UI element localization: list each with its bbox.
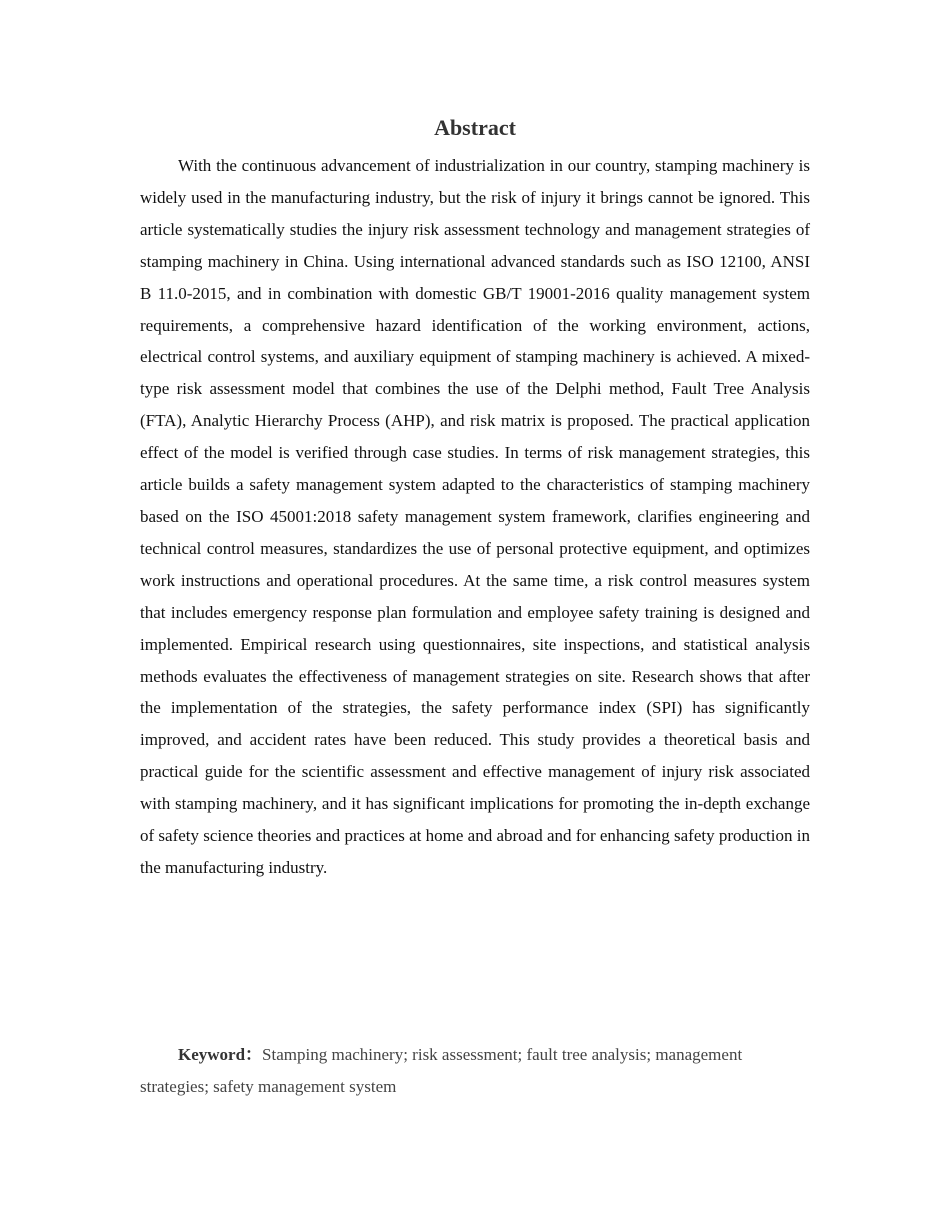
abstract-title: Abstract: [434, 115, 516, 140]
keywords-text: Stamping machinery; risk assessment; fault tree analysis; management strategies; safety management system: [140, 1045, 743, 1096]
abstract-body: With the continuous advancement of industrialization in our country, stamping machinery is widely used in the manufacturing industry, but the risk of injury it brings cannot be ignored. This article systematically studies the injury risk assessment technology and management strategies of stamping machinery in China. Using international advanced standards such as ISO 12100, ANSI B 11.0-2015, and in combination with domestic GB/T 19001-2016 quality management system requirements, a comprehensive hazard identification of the working environment, actions, electrical control systems, and auxiliary equipment of stamping machinery is achieved. A mixed- type risk assessment model that combines the use of the Delphi method, Fault Tree Analysis (FTA), Analytic Hierarchy Process (AHP), and risk matrix is proposed. The practical application effect of the model is verified through case studies. In terms of risk management strategies, this article builds a safety management system adapted to the characteristics of stamping machinery based on the ISO 45001:2018 safety management system framework, clarifies engineering and technical control measures, standardizes the use of personal protective equipment, and optimizes work instructions and operational procedures. At the same time, a risk control measures system that includes emergency response plan formulation and employee safety training is designed and implemented. Empirical research using questionnaires, site inspections, and statistical analysis methods evaluates the effectiveness of management strategies on site. Research shows that after the implementation of the strategies, the safety performance index (SPI) has significantly improved, and accident rates have been reduced. This study provides a theoretical basis and practical guide for the scientific assessment and effective management of injury risk associated with stamping machinery, and it has significant implications for promoting the in-depth exchange of safety science theories and practices at home and abroad and for enhancing safety production in the manufacturing industry.: [140, 156, 810, 877]
keywords-paragraph: [140, 1039, 810, 1103]
keywords-label: Keyword：: [178, 1045, 263, 1064]
